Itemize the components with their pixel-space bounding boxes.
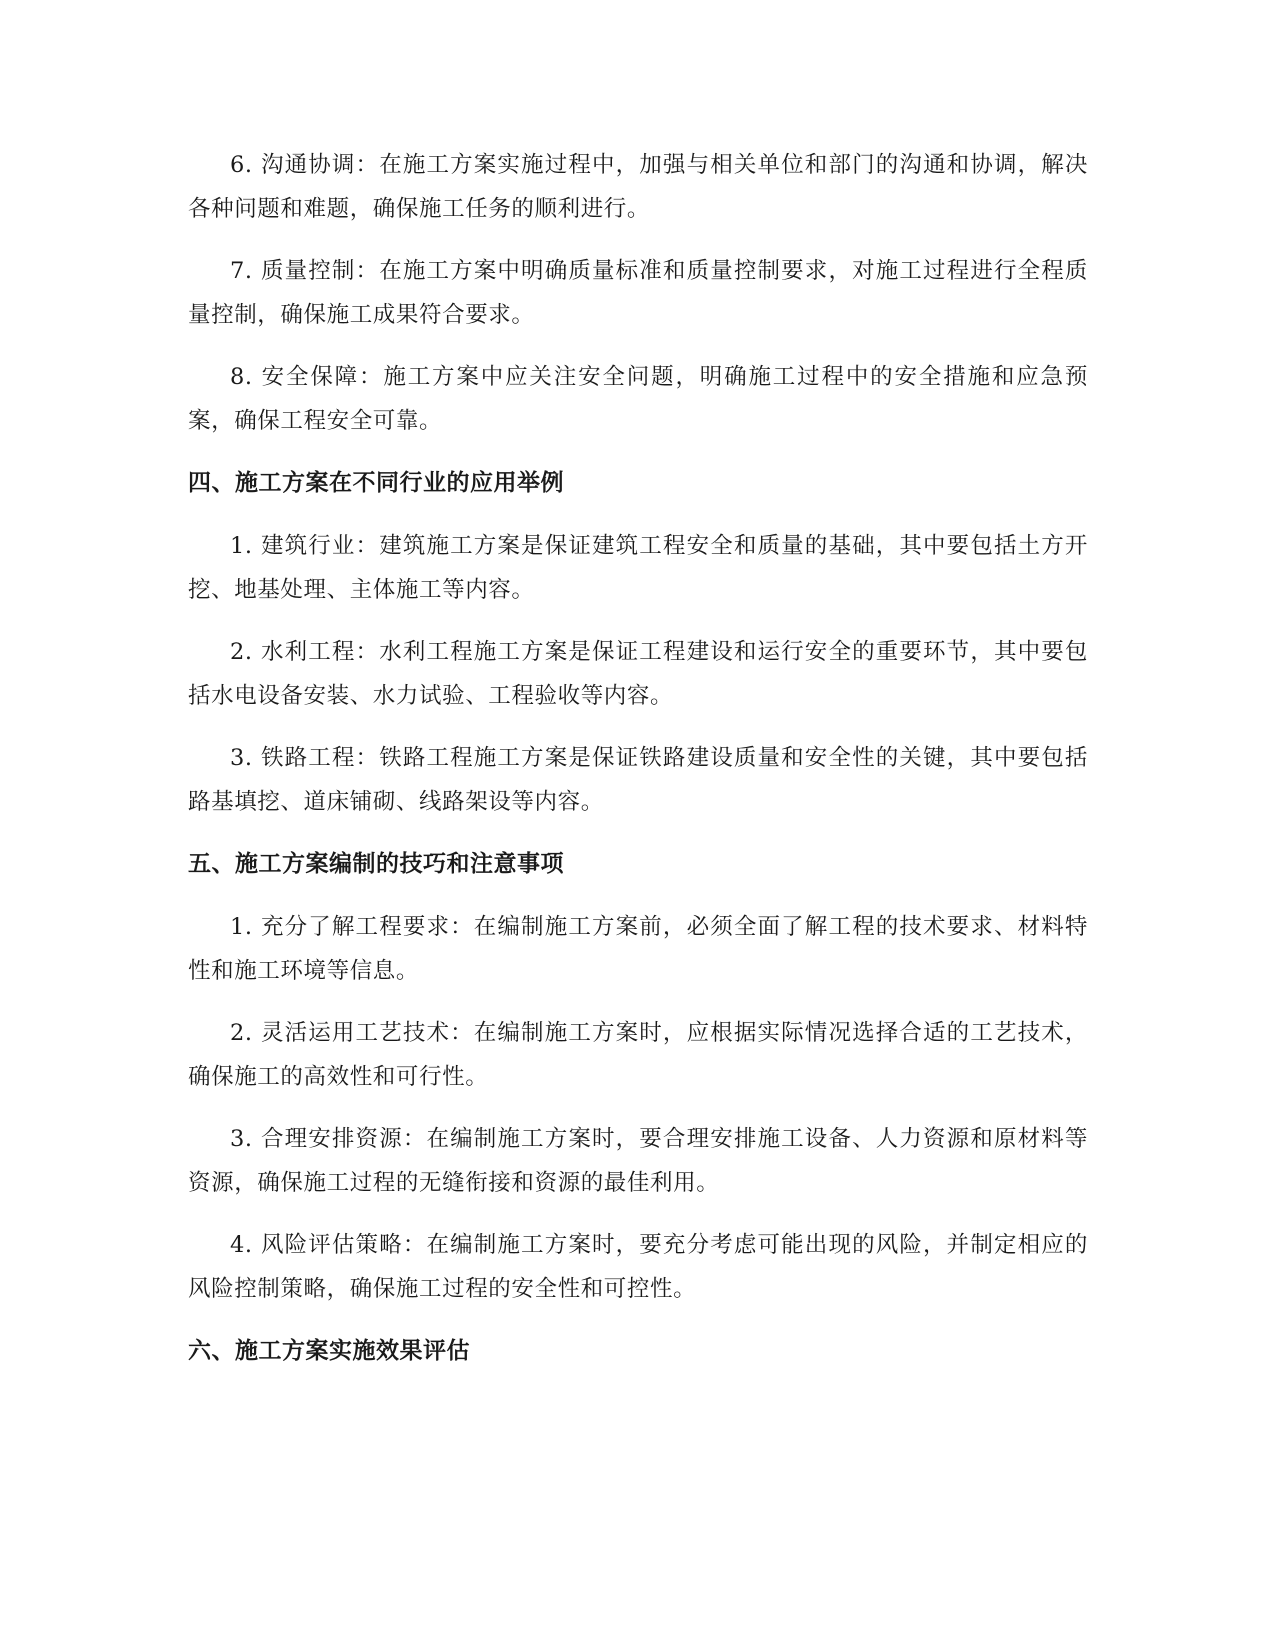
paragraph-risk-assessment: 4. 风险评估策略：在编制施工方案时，要充分考虑可能出现的风险，并制定相应的风险控制策略，确保施工过程的安全性和可控性。 xyxy=(188,1232,1088,1302)
paragraph-understand-requirements: 1. 充分了解工程要求：在编制施工方案前，必须全面了解工程的技术要求、材料特性和施工环境等信息。 xyxy=(188,914,1088,984)
paragraph-process-technology: 2. 灵活运用工艺技术：在编制施工方案时，应根据实际情况选择合适的工艺技术，确保施工的高效性和可行性。 xyxy=(188,1020,1088,1090)
section-heading-techniques: 五、施工方案编制的技巧和注意事项 xyxy=(188,851,564,877)
document-body xyxy=(188,143,1088,1392)
paragraph-railway: 3. 铁路工程：铁路工程施工方案是保证铁路建设质量和安全性的关键，其中要包括路基填挖、道床铺砌、线路架设等内容。 xyxy=(188,745,1088,815)
paragraph-quality-control: 7. 质量控制：在施工方案中明确质量标准和质量控制要求，对施工过程进行全程质量控制，确保施工成果符合要求。 xyxy=(188,258,1088,328)
paragraph-water-conservancy: 2. 水利工程：水利工程施工方案是保证工程建设和运行安全的重要环节，其中要包括水电设备安装、水力试验、工程验收等内容。 xyxy=(188,639,1088,709)
paragraph-resource-allocation: 3. 合理安排资源：在编制施工方案时，要合理安排施工设备、人力资源和原材料等资源，确保施工过程的无缝衔接和资源的最佳利用。 xyxy=(188,1126,1088,1196)
section-heading-applications: 四、施工方案在不同行业的应用举例 xyxy=(188,470,564,496)
paragraph-construction-industry: 1. 建筑行业：建筑施工方案是保证建筑工程安全和质量的基础，其中要包括土方开挖、地基处理、主体施工等内容。 xyxy=(188,533,1088,603)
paragraph-safety: 8. 安全保障：施工方案中应关注安全问题，明确施工过程中的安全措施和应急预案，确保工程安全可靠。 xyxy=(188,364,1088,434)
section-heading-evaluation: 六、施工方案实施效果评估 xyxy=(188,1338,470,1364)
paragraph-communication: 6. 沟通协调：在施工方案实施过程中，加强与相关单位和部门的沟通和协调，解决各种问题和难题，确保施工任务的顺利进行。 xyxy=(188,152,1088,222)
